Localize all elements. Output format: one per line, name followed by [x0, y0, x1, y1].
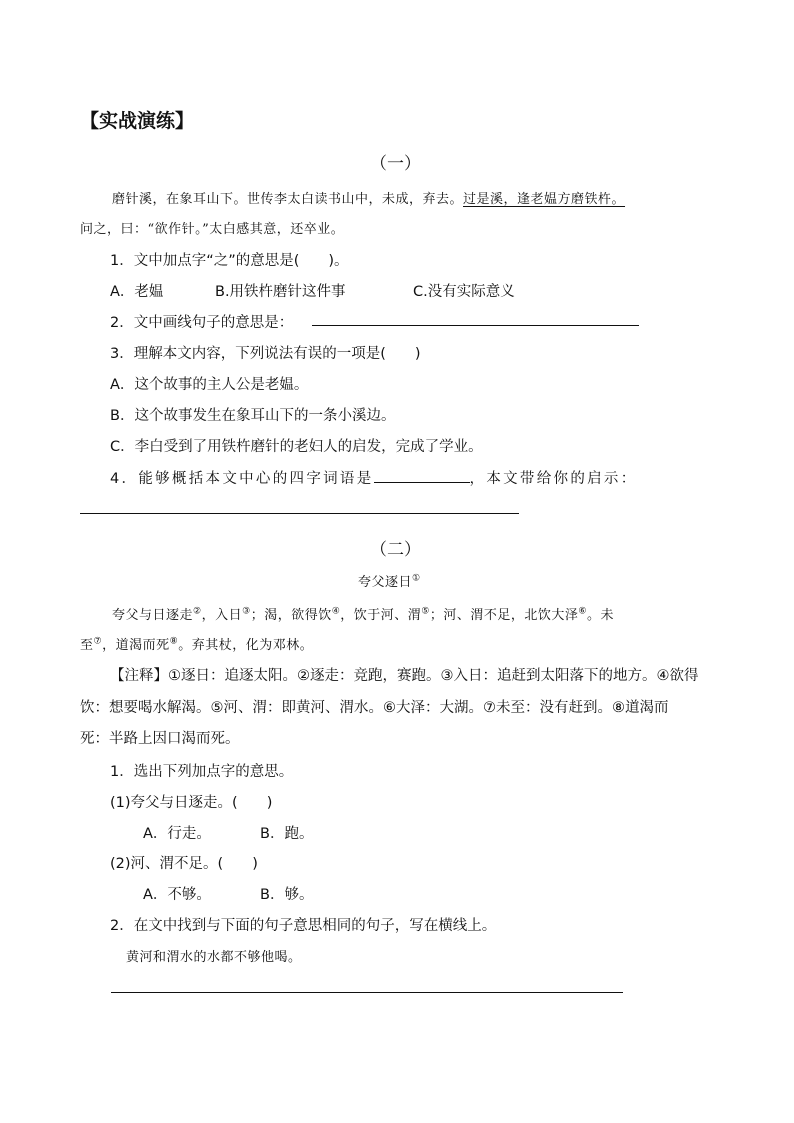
note-mark: ⑥: [578, 606, 587, 617]
notes-line-3: 死：半路上因口渴而死。: [80, 731, 240, 747]
section-one-passage-line2: 问之，曰：“欲作针。”太白感其意，还卒业。: [80, 222, 345, 237]
passage-seg: ，道渴而死: [102, 638, 170, 653]
text-title-label: 夸父逐日: [358, 575, 413, 590]
answer-line-section-two-q2[interactable]: [111, 992, 623, 993]
passage-seg: 。未: [586, 608, 614, 623]
section-two-question-1: 1．选出下列加点字的意思。: [110, 764, 294, 780]
answer-line-q2[interactable]: [312, 325, 639, 326]
section-one-q3-option-c: C．李白受到了用铁杵磨针的老妇人的启发，完成了学业。: [110, 439, 483, 455]
text-title-note-mark: ①: [412, 573, 421, 584]
section-two-passage-line1: [112, 604, 614, 623]
sub1-option-b: B．跑。: [260, 826, 314, 842]
q4-text-b: ，本文带给你的启示：: [469, 471, 638, 487]
section-one-question-1: 1．文中加点字“之”的意思是( )。: [110, 253, 349, 269]
note-mark: ⑤: [421, 606, 430, 617]
answer-line-q4[interactable]: [80, 513, 519, 514]
text-title: [358, 571, 421, 590]
section-two-q1-sub1: (1)夸父与日逐走。( ): [110, 795, 273, 811]
sub2-option-b: B．够。: [260, 887, 314, 903]
passage-seg: ，饮于河、渭: [340, 608, 422, 623]
answer-blank-q4[interactable]: [374, 468, 470, 483]
passage-text: 磨针溪，在象耳山下。世传李太白读书山中，未成，弃去。: [112, 192, 464, 207]
note-mark: ④: [331, 606, 341, 617]
notes-line-1: 【注释】①逐日：追逐太阳。②逐走：竞跑，赛跑。③入日：追赶到太阳落下的地方。④欲得: [110, 668, 699, 684]
section-one-question-4: [110, 467, 638, 488]
section-one-q1-option-b: B.用铁杵磨针这件事: [215, 284, 346, 300]
section-one-q1-option-a: A．老媪: [110, 284, 164, 300]
sub2-option-a: A．不够。: [143, 887, 211, 903]
section-two-q2-sentence: 黄河和渭水的水都不够他喝。: [126, 950, 302, 965]
sub1-option-a: A．行走。: [143, 826, 211, 842]
section-one-passage-line1: [112, 188, 625, 207]
note-mark: ⑦: [93, 636, 103, 647]
passage-seg: ；河、渭不足，北饮大泽: [429, 608, 579, 623]
passage-seg: 。弃其杖，化为邓林。: [178, 638, 314, 653]
note-mark: ②: [193, 606, 202, 617]
section-one-question-3: 3．理解本文内容，下列说法有误的一项是( ): [110, 346, 421, 362]
section-two-question-2: 2．在文中找到与下面的句子意思相同的句子，写在横线上。: [110, 918, 497, 934]
page-heading: 【实战演练】: [80, 110, 195, 132]
underlined-sentence: 过是溪，逢老媪方磨铁杵。: [463, 192, 626, 207]
note-mark: ③: [242, 606, 251, 617]
q4-text-a: 4．能够概括本文中心的四字词语是: [110, 471, 374, 487]
section-one-q1-option-c: C.没有实际意义: [413, 284, 515, 300]
passage-seg: ，入日: [201, 608, 243, 623]
section-two-title: （二）: [370, 540, 421, 560]
section-one-q3-option-a: A．这个故事的主人公是老媪。: [110, 377, 309, 393]
notes-line-2: 饮：想要喝水解渴。⑤河、渭：即黄河、渭水。⑥大泽：大湖。⑦未至：没有赶到。⑧道渴而: [80, 700, 669, 716]
section-two-passage-line2: [80, 634, 313, 653]
note-mark: ⑧: [169, 636, 179, 647]
passage-seg: 至: [80, 638, 94, 653]
passage-seg: ；渴，欲得饮: [250, 608, 332, 623]
section-two-q1-sub2: (2)河、渭不足。( ): [110, 856, 258, 872]
section-one-title: （一）: [370, 154, 421, 174]
section-one-q3-option-b: B．这个故事发生在象耳山下的一条小溪边。: [110, 408, 396, 424]
passage-seg: 夸父与日逐走: [112, 608, 194, 623]
section-one-question-2: 2．文中画线句子的意思是：: [110, 315, 294, 331]
